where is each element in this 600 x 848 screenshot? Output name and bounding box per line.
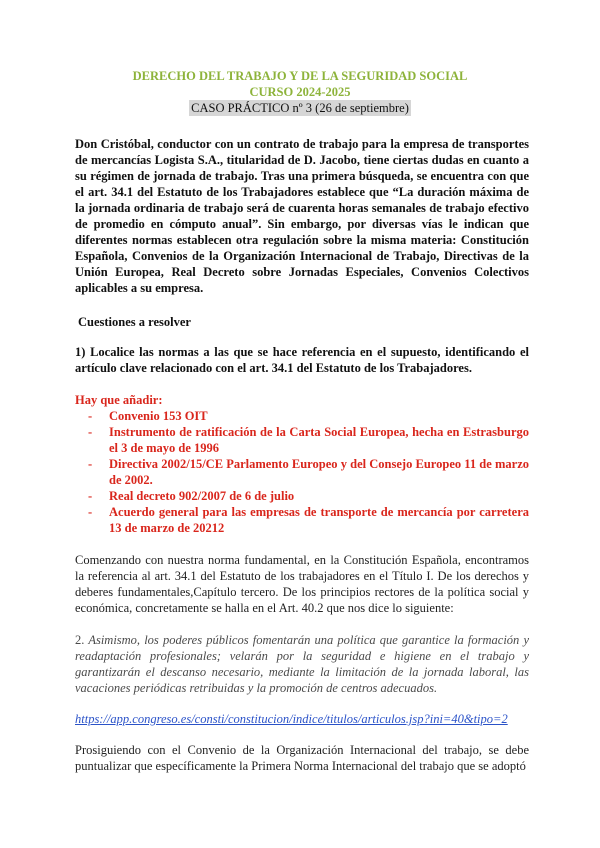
- dash-bullet: -: [88, 425, 93, 439]
- additions-item: [75, 488, 529, 504]
- quote-number: 2.: [75, 633, 85, 647]
- subject-title: DERECHO DEL TRABAJO Y DE LA SEGURIDAD SOCIAL: [132, 69, 468, 83]
- link-line: [75, 711, 529, 727]
- additions-section: [75, 392, 529, 536]
- dash-bullet: -: [88, 489, 93, 503]
- additions-item-text: Real decreto 902/2007 de 6 de julio: [109, 489, 295, 503]
- additions-item-text: Instrumento de ratificación de la Carta Social Europea, hecha en Estrasburgo el 3 de mayo de 1996: [109, 425, 529, 455]
- additions-item: [75, 456, 529, 488]
- dash-bullet: -: [88, 457, 93, 471]
- document-header: [0, 68, 600, 116]
- quote-text: Asimismo, los poderes públicos fomentarán una política que garantice la formación y readaptación profesionales; velarán por la seguridad e higiene en el trabajo y garantizarán el descanso necesario, mediante la limitación de la jornada laboral, las vacaciones periódicas retribuidas y la promoción de centros adecuados.: [75, 633, 529, 695]
- additions-item: [75, 424, 529, 456]
- constitution-quote: [75, 632, 529, 696]
- questions-heading: Cuestiones a resolver: [78, 315, 191, 329]
- dash-bullet: -: [88, 505, 93, 519]
- congreso-link[interactable]: https://app.congreso.es/consti/constitucion/indice/titulos/articulos.jsp?ini=40&tipo=2: [75, 712, 508, 726]
- additions-item-text: Directiva 2002/15/CE Parlamento Europeo y del Consejo Europeo 11 de marzo de 2002.: [109, 457, 529, 487]
- case-statement: Don Cristóbal, conductor con un contrato de trabajo para la empresa de transportes de mercancías Logista S.A., titularidad de D. Jacobo, tiene ciertas dudas en cuanto a su régimen de jornada de trabajo. Tras una primera búsqueda, se encuentra con que el art. 34.1 del Estatuto de los Trabajadores establece que “La duración máxima de la jornada ordinaria de trabajo será de cuarenta horas semanales de trabajo efectivo de promedio en cómputo anual”. Sin embargo, por diversas vías le indican que diferentes normas establecen otra regulación sobre la misma materia: Constitución Española, Convenios de la Organización Internacional de Trabajo, Directivas de la Unión Europea, Real Decreto sobre Jornadas Especiales, Convenios Colectivos aplicables a su empresa.: [75, 137, 529, 295]
- question-1: 1) Localice las normas a las que se hace referencia en el supuesto, identificando el artículo clave relacionado con el art. 34.1 del Estatuto de los Trabajadores.: [75, 345, 529, 375]
- case-title: CASO PRÁCTICO nº 3 (26 de septiembre): [191, 101, 409, 115]
- additions-item: [75, 408, 529, 424]
- additions-item-text: Acuerdo general para las empresas de transporte de mercancía por carretera 13 de marzo de 20212: [109, 505, 529, 535]
- course-year: CURSO 2024-2025: [249, 85, 351, 99]
- additions-heading: Hay que añadir:: [75, 393, 163, 407]
- dash-bullet: -: [88, 409, 93, 423]
- oit-paragraph: Prosiguiendo con el Convenio de la Organización Internacional del trabajo, se debe puntualizar que específicamente la Primera Norma Internacional del trabajo que se adoptó: [75, 743, 529, 773]
- additions-list: [75, 408, 529, 536]
- additions-item: [75, 504, 529, 536]
- constitution-paragraph: Comenzando con nuestra norma fundamental, en la Constitución Española, encontramos la referencia al art. 34.1 del Estatuto de los trabajadores en el Título I. De los derechos y deberes fundamentales,Capítulo tercero. De los principios rectores de la política social y económica, concretamente se halla en el Art. 40.2 que nos dice lo siguiente:: [75, 553, 529, 615]
- additions-item-text: Convenio 153 OIT: [109, 409, 208, 423]
